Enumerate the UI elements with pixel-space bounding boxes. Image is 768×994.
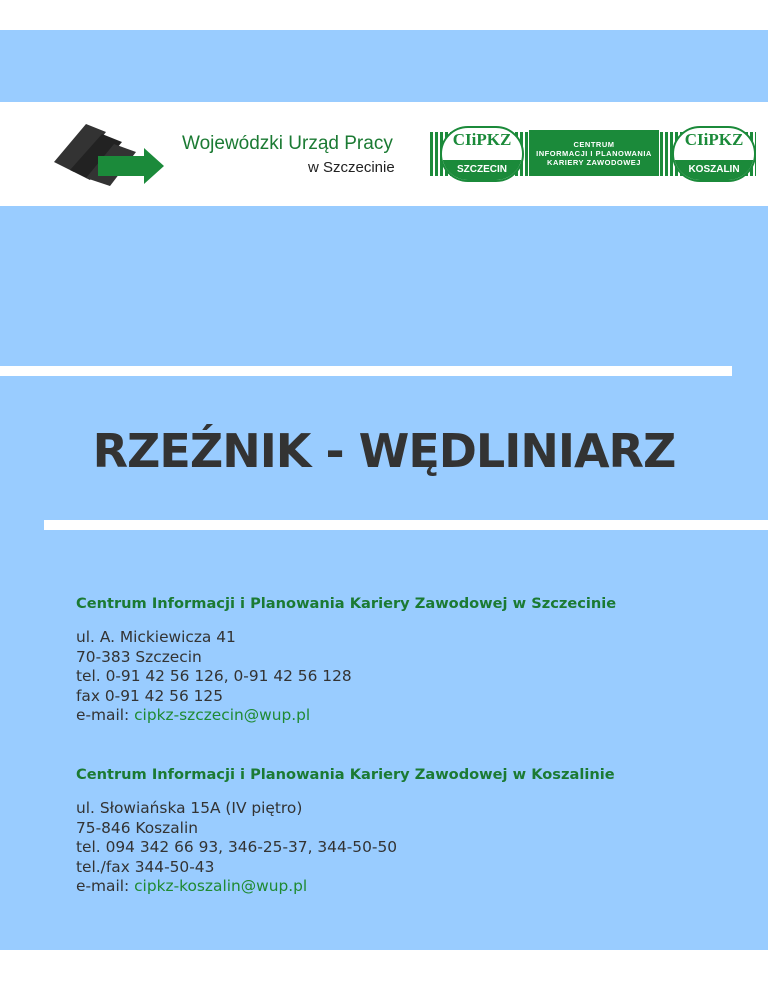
wup-city: w Szczecinie — [308, 159, 395, 176]
cipkz-center-line: INFORMACJI I PLANOWANIA — [536, 149, 652, 158]
contact-block-szczecin — [76, 595, 616, 726]
divider-bottom — [44, 520, 768, 530]
email-link[interactable]: cipkz-koszalin@wup.pl — [134, 877, 308, 895]
seal-title: CIiPKZ — [684, 130, 744, 149]
email-label: e-mail: — [76, 706, 135, 724]
contact-phone: tel. 094 342 66 93, 346-25-37, 344-50-50 — [76, 838, 398, 856]
contact-postal: 70-383 Szczecin — [76, 647, 202, 666]
top-blue-band — [0, 30, 768, 102]
contact-fax: fax 0-91 42 56 125 — [76, 686, 224, 705]
contact-email-row — [76, 877, 615, 897]
wup-logo-icon — [52, 122, 164, 188]
divider-top — [0, 366, 732, 376]
contact-block-koszalin — [76, 766, 615, 897]
cipkz-seal-szczecin — [440, 126, 524, 182]
email-label: e-mail: — [76, 877, 135, 895]
wup-name: Wojewódzki Urząd Pracy — [182, 133, 393, 154]
contact-fax: tel./fax 344-50-43 — [76, 857, 215, 876]
page-title: RZEŹNIK - WĘDLINIARZ — [92, 424, 676, 478]
email-link[interactable]: cipkz-szczecin@wup.pl — [134, 706, 311, 724]
contact-postal: 75-846 Koszalin — [76, 818, 198, 837]
contact-phone: tel. 0-91 42 56 126, 0-91 42 56 128 — [76, 667, 352, 685]
cipkz-seal-koszalin — [672, 126, 756, 182]
seal-title: CIiPKZ — [452, 130, 512, 149]
contact-address: ul. A. Mickiewicza 41 — [76, 628, 236, 646]
cipkz-logo — [426, 126, 758, 182]
seal-city: KOSZALIN — [674, 160, 754, 180]
contact-heading: Centrum Informacji i Planowania Kariery Zawodowej w Szczecinie — [76, 595, 617, 612]
seal-city: SZCZECIN — [442, 160, 522, 180]
cipkz-center-line: CENTRUM — [573, 140, 615, 149]
cipkz-center-line: KARIERY ZAWODOWEJ — [547, 158, 641, 167]
contact-email-row — [76, 706, 616, 726]
contact-address: ul. Słowiańska 15A (IV piętro) — [76, 799, 303, 817]
cipkz-center-label — [529, 130, 659, 176]
contact-heading: Centrum Informacji i Planowania Kariery Zawodowej w Koszalinie — [76, 766, 615, 783]
